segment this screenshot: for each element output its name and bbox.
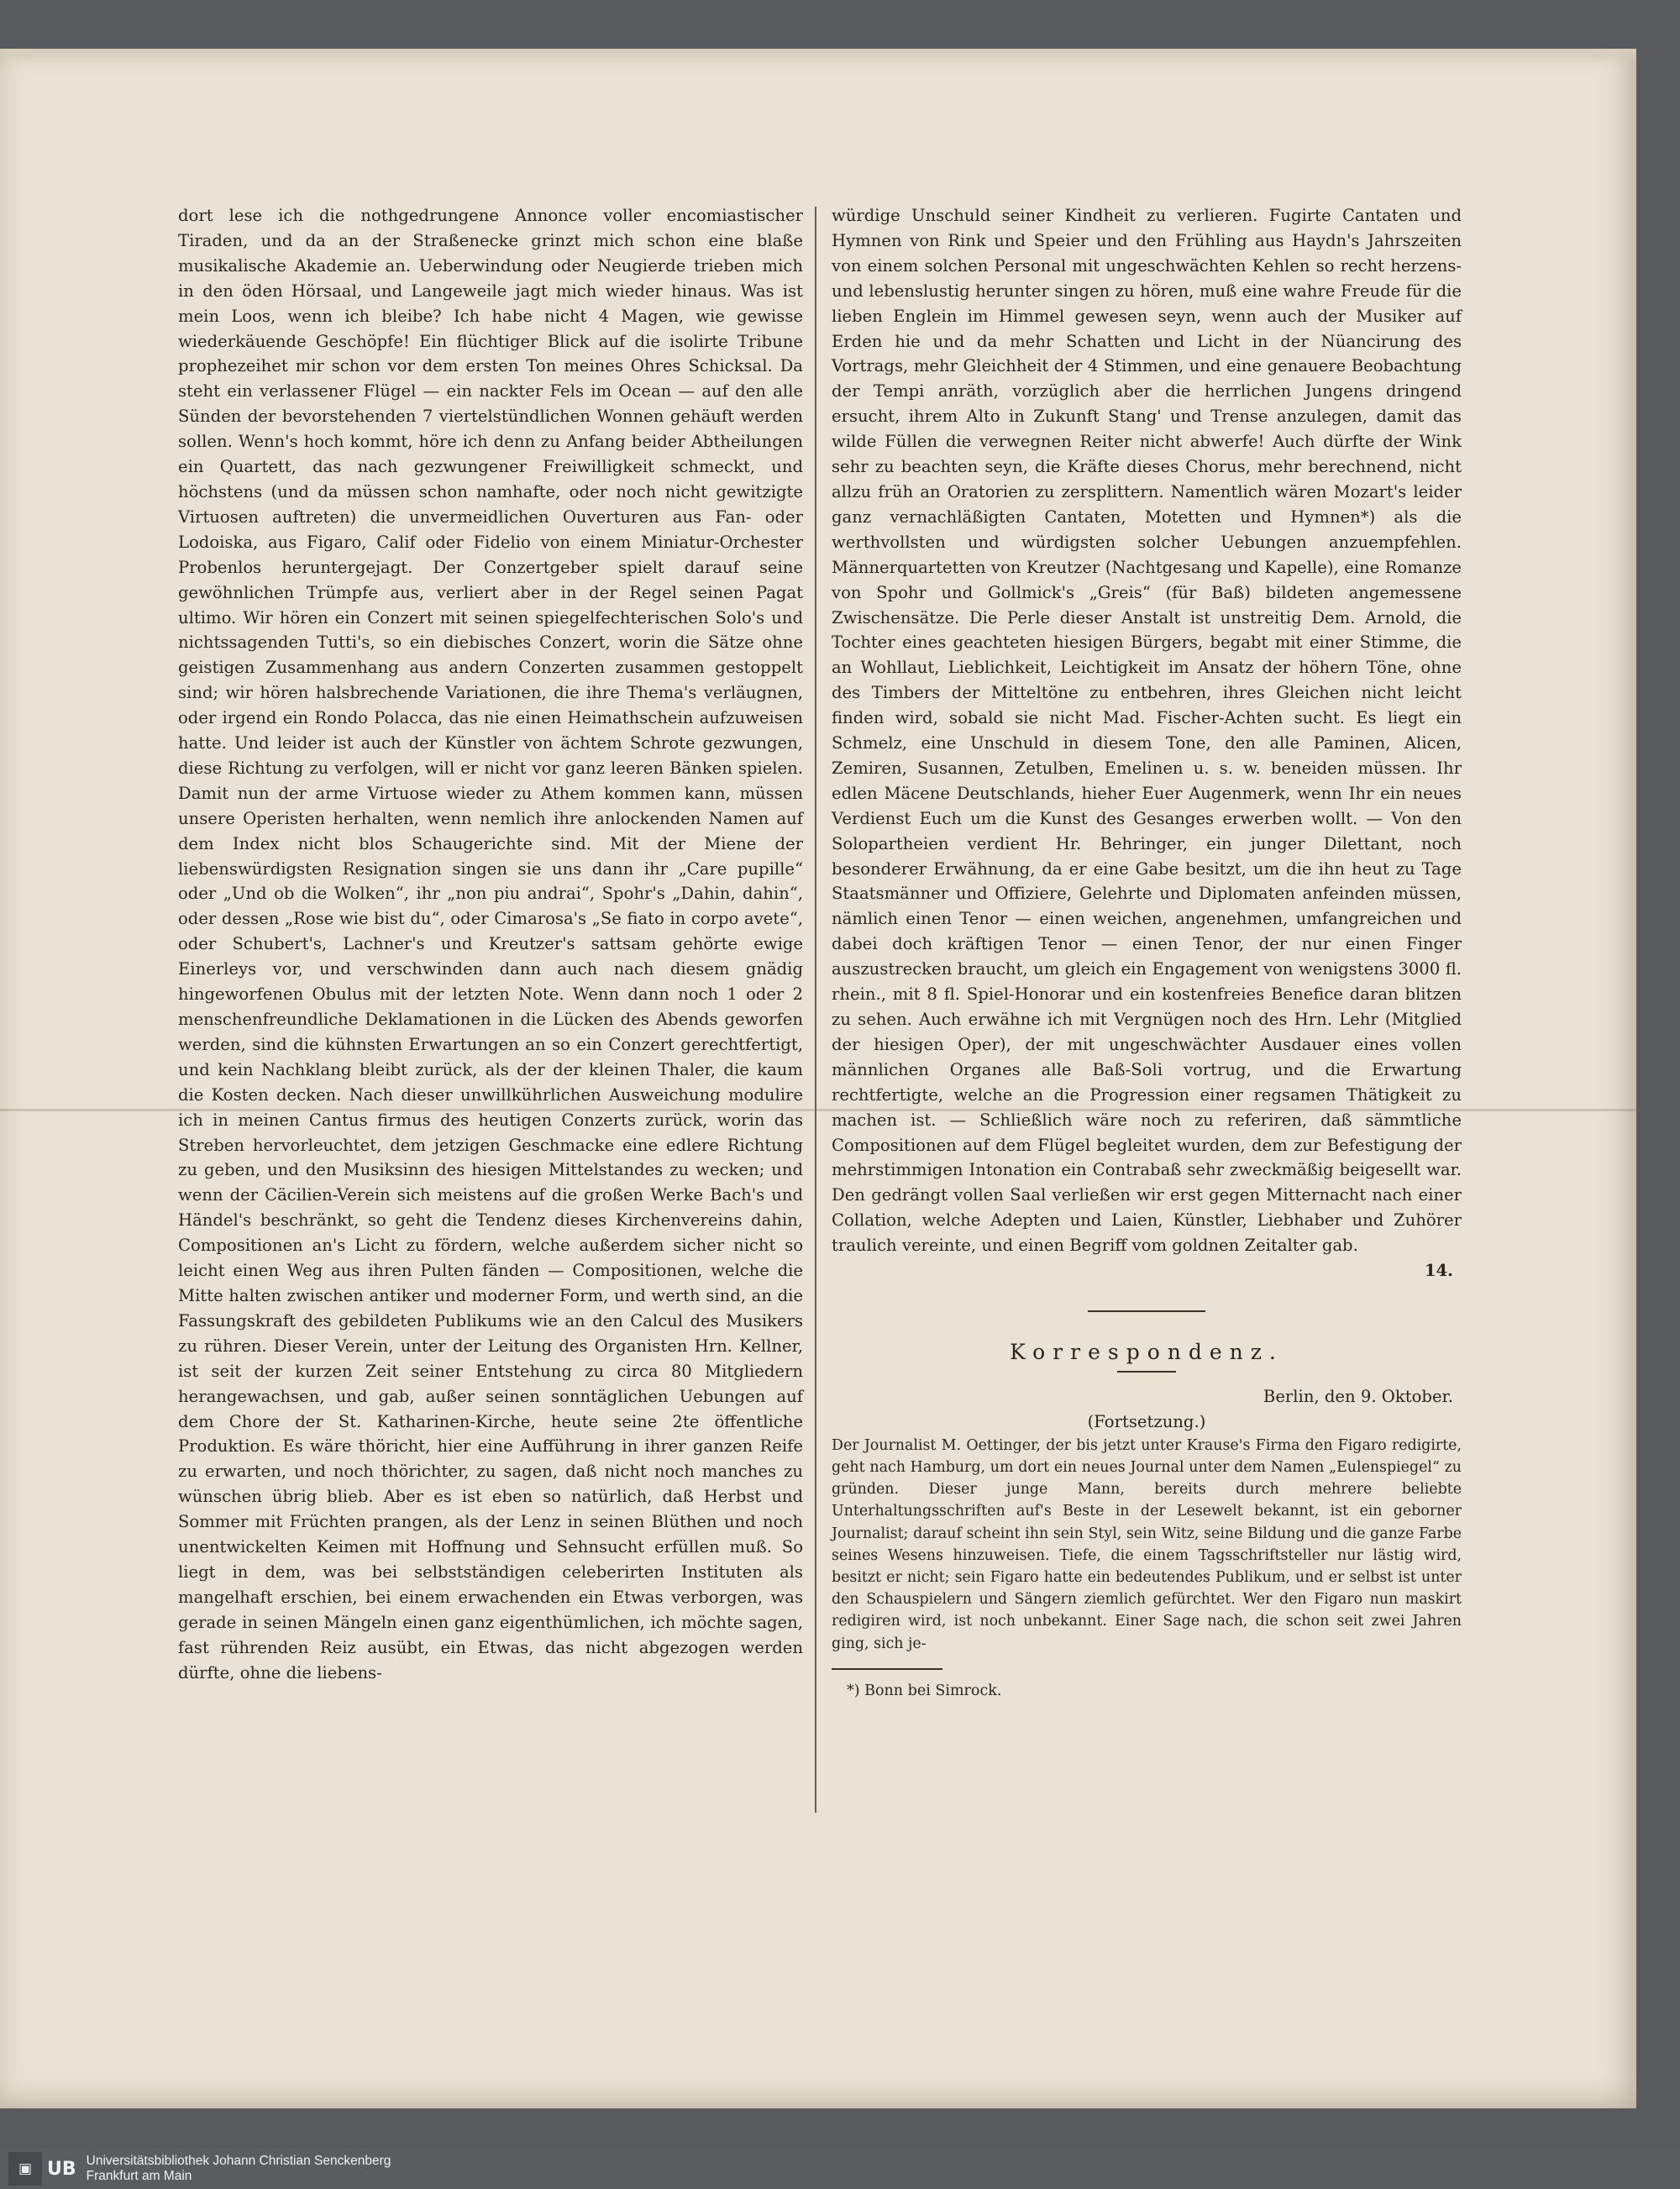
institution-name [87,2154,391,2184]
column-divider [815,207,816,1813]
concert-review-text: würdige Unschuld seiner Kindheit zu verlieren. Fugirte Cantaten und Hymnen von Rink und Speier und den Frühling aus Haydn's Jahrszeiten von einem solchen Personal mit ungeschwächten Kehlen so recht herzens- und lebenslustig herunter singen zu hören, muß eine wahre Freude für die lieben Englein im Himmel gewesen seyn, wenn auch der Musiker auf Erden hie und da mehr Schatten und Licht in der Nüancirung des Vortrags, mehr Gleichheit der 4 Stimmen, und eine genauere Beobachtung der Tempi anräth, vorzüglich aber die herrlichen Jungens dringend ersucht, ihrem Alto in Zukunft Stang' und Trense anzulegen, damit das wilde Füllen die verwegnen Reiter nicht abwerfe! Auch dürfte der Wink sehr zu beachten seyn, die Kräfte dieses Chorus, mehr berechnend, nicht allzu früh an Oratorien zu zersplittern. Namentlich wären Mozart's leider ganz vernachläßigten Cantaten, Motetten und Hymnen*) als die werthvollsten und würdigsten solcher Uebungen anzuempfehlen. Männerquartetten von Kreutzer (Nachtgesang und Kapelle), eine Romanze von Spohr und Gollmick's „Greis“ (für Baß) bildeten angemessene Zwischensätze. Die Perle dieser Anstalt ist unstreitig Dem. Arnold, die Tochter eines geachteten hiesigen Bürgers, begabt mit einer Stimme, die an Wohllaut, Lieblichkeit, Leichtigkeit im Ansatz der höhern Töne, ohne des Timbers der Mitteltöne zu entbehren, ihres Gleichen nicht leicht finden wird, sobald sie nicht Mad. Fischer-Achten sucht. Es liegt ein Schmelz, eine Unschuld in diesem Tone, den alle Paminen, Alicen, Zemiren, Susannen, Zetulben, Emelinen u. s. w. beneiden müssen. Ihr edlen Mäcene Deutschlands, hieher Euer Augenmerk, wenn Ihr ein neues Verdienst Euch um die Kunst des Gesanges erwerben wollt. — Von den Solopartheien verdient Hr. Behringer, ein junger Dilettant, noch besonderer Erwähnung, da er eine Gabe besitzt, um die ihn heut zu Tage Staatsmänner und Offiziere, Gelehrte und Diplomaten anfeinden müssen, nämlich einen Tenor — einen weichen, angenehmen, umfangreichen und dabei doch kräftigen Tenor — einen Tenor, der nur einen Finger auszustrecken braucht, um gleich ein Engagement von wenigstens 3000 fl. rhein., mit 8 fl. Spiel-Honorar und ein kostenfreies Benefice daran blitzen zu sehen. Auch erwähne ich mit Vergnügen noch des Hrn. Lehr (Mitglied der hiesigen Oper), der mit ungeschwächter Ausdauer eines vollen männlichen Organes alle Baß-Soli vortrug, und die Erwartung rechtfertigte, welche an die Progression einer regsamen Thätigkeit zu machen ist. — Schließlich wäre noch zu referiren, daß sämmtliche Compositionen auf dem Flügel begleitet wurden, dem zur Befestigung der mehrstimmigen Intonation ein Contrabaß sehr zweckmäßig beigesellt war. Den gedrängt vollen Saal verließen wir erst gegen Mitternacht nach einer Collation, welche Adepten und Laien, Künstler, Liebhaber und Zuhörer traulich vereinte, und einen Begriff vom goldnen Zeitalter gab. [832,206,1462,1256]
continuation-note: (Fortsetzung.) [1087,1411,1206,1431]
author-signature: 14. [1424,1261,1453,1281]
footnote: *) Bonn bei Simrock. [847,1682,1002,1699]
section-separator [1088,1310,1205,1312]
institution-line-2: Frankfurt am Main [86,2169,192,2183]
library-footer-bar [0,2149,1680,2189]
left-column-text: dort lese ich die nothgedrungene Annonce voller encomiastischer Tiraden, und da an der Straßenecke grinzt mich schon eine blaße musikalische Akademie an. Ueberwindung oder Neugierde trieben mich in den öden Hörsaal, und Langeweile jagt mich wieder hinaus. Was ist mein Loos, wenn ich bleibe? Ich habe nicht 4 Magen, wie gewisse wiederkäuende Geschöpfe! Ein flüchtiger Blick auf die isolirte Tribune prophezeihet mir schon vor dem ersten Ton meines Ohres Schicksal. Da steht ein verlassener Flügel — ein nackter Fels im Ocean — auf den alle Sünden der bevorstehenden 7 viertelstündlichen Wonnen gehäuft werden sollen. Wenn's hoch kommt, höre ich denn zu Anfang beider Abtheilungen ein Quartett, das nach gezwungener Freiwilligkeit schmeckt, und höchstens (und da müssen schon namhafte, oder noch nicht gewitzigte Virtuosen auftreten) die unvermeidlichen Ouverturen aus Fan- oder Lodoiska, aus Figaro, Calif oder Fidelio von einem Miniatur-Orchester Probenlos heruntergejagt. Der Conzertgeber spielt darauf seine gewöhnlichen Trümpfe aus, verliert aber in der Regel seinen Pagat ultimo. Wir hören ein Conzert mit seinen spiegelfechterischen Solo's und nichtssagenden Tutti's, so ein diebisches Conzert, worin die Sätze ohne geistigen Zusammenhang aus andern Conzerten zusammen gestoppelt sind; wir hören halsbrechende Variationen, die ihre Thema's verläugnen, oder irgend ein Rondo Polacca, das nie einen Heimathschein aufzuweisen hatte. Und leider ist auch der Künstler von ächtem Schrote gezwungen, diese Richtung zu verfolgen, will er nicht vor ganz leeren Bänken spielen. Damit nun der arme Virtuose wieder zu Athem kommen kann, müssen unsere Operisten herhalten, wenn nemlich ihre anlockenden Namen auf dem Index nicht blos Schaugerichte sind. Mit der Miene der liebenswürdigsten Resignation singen sie uns dann ihr „Care pupille“ oder „Und ob die Wolken“, ihr „non piu andrai“, Spohr's „Dahin, dahin“, oder dessen „Rose wie bist du“, oder Cimarosa's „Se fiato in corpo avete“, oder Schubert's, Lachner's und Kreutzer's sattsam gehörte ewige Einerleys vor, und verschwinden dann auch nach diesem gnädig hingeworfenen Obulus mit der letzten Note. Wenn dann noch 1 oder 2 menschenfreundliche Deklamationen in die Lücken des Abends geworfen werden, sind die kühnsten Erwartungen an so ein Conzert gerechtfertigt, und kein Nachklang bleibt zurück, als der der kleinen Thaler, die kaum die Kosten decken. Nach dieser unwillkührlichen Ausweichung modulire ich in meinen Cantus firmus des heutigen Conzerts zurück, worin das Streben hervorleuchtet, dem jetzigen Geschmacke eine edlere Richtung zu geben, und den Musiksinn des hiesigen Mittelstandes zu wecken; und wenn der Cäcilien-Verein sich meistens auf die großen Werke Bach's und Händel's beschränkt, so geht die Tendenz dieses Kirchenvereins dahin, Compositionen an's Licht zu fördern, welche außerdem sicher nicht so leicht einen Weg aus ihren Pulten fänden — Compositionen, welche die Mitte halten zwischen antiker und moderner Form, und werth sind, an die Fassungskraft des gebildeten Publikums wie an den Calcul des Musikers zu rühren. Dieser Verein, unter der Leitung des Organisten Hrn. Kellner, ist seit der kurzen Zeit seiner Entstehung zu circa 80 Mitgliedern herangewachsen, und gab, außer seinen sonntäglichen Uebungen auf dem Chore der St. Katharinen-Kirche, heute seine 2te öffentliche Produktion. Es wäre thöricht, hier eine Aufführung in ihrer ganzen Reife zu erwarten, und noch thörichter, zu sagen, daß nicht noch manches zu wünschen übrig blieb. Aber es ist eben so natürlich, daß Herbst und Sommer mit Früchten prangen, als der Lenz in seinen Blüthen und noch unentwickelten Keimen mit Hoffnung und Sehnsucht erfüllen muß. So liegt in dem, was bei selbstständigen celeberirten Instituten als mangelhaft erschien, bei einem erwachenden ein Etwas verborgen, was gerade in seinen Mängeln einen ganz eigenthümlichen, ich möchte sagen, fast rührenden Reiz ausübt, ein Etwas, das nicht abgezogen werden dürfte, ohne die liebens- [178,206,803,1682]
correspondence-text: Der Journalist M. Oettinger, der bis jetzt unter Krause's Firma den Figaro redigirte, geht nach Hamburg, um dort ein neues Journal unter dem Namen „Eulenspiegel“ zu gründen. Dieser junge Mann, bereits durch mehrere beliebte Unterhaltungsschriften auf's Beste in der Lesewelt bekannt, ist ein geborner Journalist; darauf scheint ihn sein Styl, sein Witz, seine Bildung und die ganze Farbe seines Wesens hinzuweisen. Tiefe, die einem Tagsschriftsteller nur lästig wird, besitzt er nicht; sein Figaro hatte ein bedeutendes Publikum, und er selbst ist unter den Schauspielern und Sängern ziemlich gefürchtet. Wer den Figaro nun maskirt redigiren wird, ist noch unbekannt. Einer Sage nach, die schon seit zwei Jahren ging, sich je- [832,1436,1462,1652]
right-column [832,203,1462,1702]
heading-rule [1117,1371,1176,1373]
library-logo-icon: ▣ [8,2152,42,2186]
left-column [178,203,803,1685]
institution-line-1: Universitätsbibliothek Johann Christian Senckenberg [86,2154,391,2168]
section-heading: Korrespondenz. [1010,1339,1284,1364]
library-logo-text: UB [47,2158,76,2180]
footnote-rule [832,1668,942,1670]
dateline: Berlin, den 9. Oktober. [1263,1386,1453,1406]
